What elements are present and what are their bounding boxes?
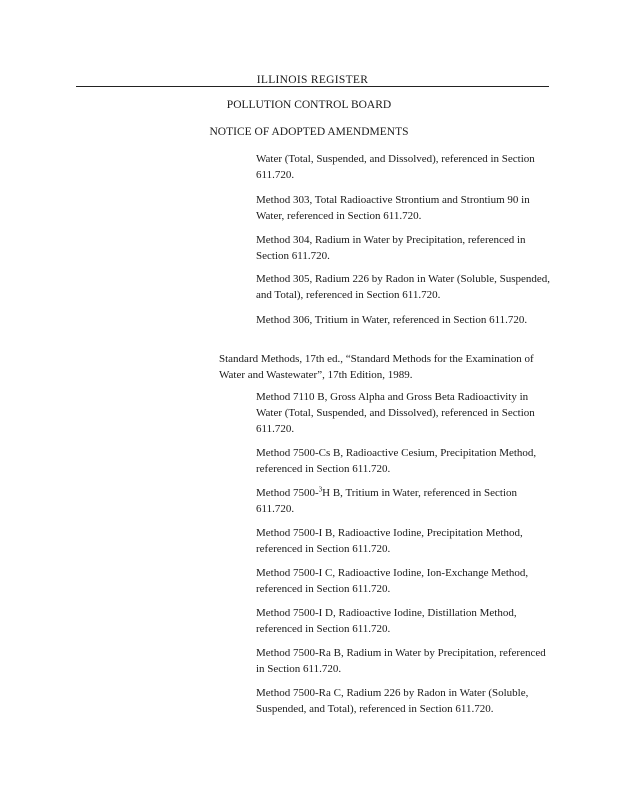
method-entry: Method 7500-Ra C, Radium 226 by Radon in Water (Soluble, Suspended, and Total), referenced in Section 611.720. [256,687,529,715]
method-entry: Method 7500-Cs B, Radioactive Cesium, Precipitation Method, referenced in Section 611.720. [256,447,537,475]
standard-methods-reference: Standard Methods, 17th ed., “Standard Methods for the Examination of Water and Wastewater”, 17th Edition, 1989. [219,353,534,381]
notice-title: NOTICE OF ADOPTED AMENDMENTS [209,126,409,138]
method-entry: Method 7500-Ra B, Radium in Water by Precipitation, referenced in Section 611.720. [256,647,546,675]
superscript-3: 3 [318,485,323,494]
method-entry: Method 7500-I B, Radioactive Iodine, Precipitation Method, referenced in Section 611.720. [256,527,523,555]
method-entry: Method 305, Radium 226 by Radon in Water (Soluble, Suspended, and Total), referenced in Section 611.720. [256,273,551,301]
method-entry: Method 303, Total Radioactive Strontium and Strontium 90 in Water, referenced in Section 611.720. [256,194,530,222]
method-entry-tritium [256,485,556,517]
method-entry: Method 7500-I D, Radioactive Iodine, Distillation Method, referenced in Section 611.720. [256,607,517,635]
register-header [76,74,549,88]
method-entry: Water (Total, Suspended, and Dissolved), referenced in Section 611.720. [256,153,535,181]
register-title-text: ILLINOIS REGISTER [254,74,371,86]
method-entry: Method 306, Tritium in Water, referenced in Section 611.720. [256,314,528,326]
method-entry: Method 7500-I C, Radioactive Iodine, Ion-Exchange Method, referenced in Section 611.720. [256,567,529,595]
method-suffix: H B, Tritium in Water, referenced in Section 611.720. [256,487,518,515]
register-title [76,74,549,86]
method-entry: Method 7110 B, Gross Alpha and Gross Beta Radioactivity in Water (Total, Suspended, and Dissolved), referenced in Section 611.720. [256,391,535,435]
method-prefix: Method 7500- [256,487,319,499]
method-entry: Method 304, Radium in Water by Precipitation, referenced in Section 611.720. [256,234,526,262]
board-name: POLLUTION CONTROL BOARD [226,99,392,111]
header-rule [76,86,549,87]
